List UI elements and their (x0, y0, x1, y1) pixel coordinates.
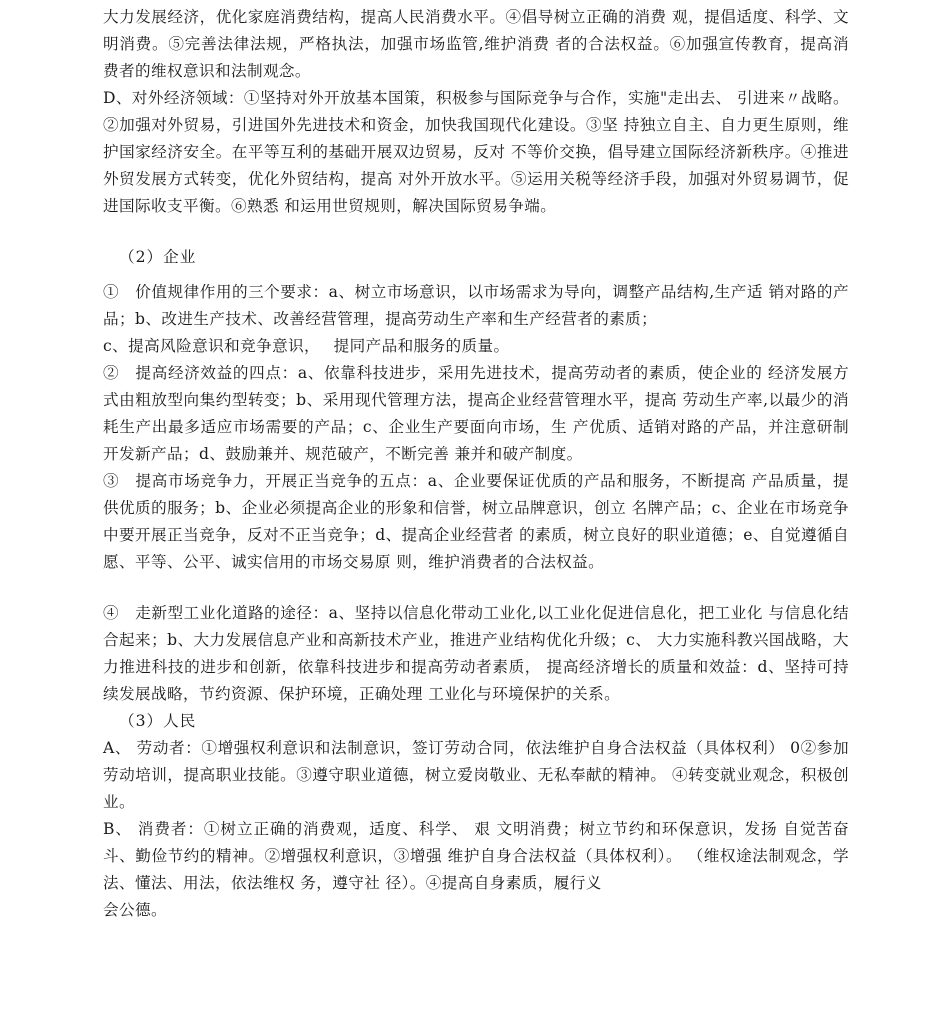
people-heading: （3）人民 (119, 712, 197, 730)
economic-benefit-paragraph: ② 提高经济效益的四点：a、依靠科技进步，采用先进技术，提高劳动者的素质，使企业的 经济发展方式由粗放型向集约型转变；b、采用现代管理方法，提高企业经营管理水平，提高 劳动生产率,以最少的消耗生产出最多适应市场需要的产品；c、企业生产要面向市场，生 产优质、适销对路的产品，并注意研制开发新产品；d、鼓励兼并、规范破产，不断完善 兼并和破产制度。 (103, 364, 849, 463)
consumption-paragraph-tail: 大力发展经济，优化家庭消费结构，提高人民消费水平。④倡导树立正确的消费 观，提倡适度、科学、文明消费。⑤完善法律法规，严格执法，加强市场监管,维护消费 者的合法权益。⑥加强宣传教育，提高消费者的维权意识和法制观念。 (103, 8, 849, 80)
document-page (103, 4, 849, 924)
consumers-paragraph-tail: 会公德。 (103, 901, 167, 919)
value-law-paragraph: ① 价值规律作用的三个要求：a、树立市场意识，以市场需求为导向，调整产品结构,生产适 销对路的产品；b、改进生产技术、改善经营管理，提高劳动生产率和生产经营者的素质； (103, 283, 849, 328)
foreign-economy-paragraph: D、对外经济领域：①坚持对外开放基本国策，积极参与国际竞争与合作，实施"走出去、 引进来〃战略。②加强对外贸易，引进国外先进技术和资金，加快我国现代化建设。③坚 持独立自主、自力更生原则，维护国家经济安全。在平等互利的基础开展双边贸易，反对 不等价交换，倡导建立国际经济新秩序。④推进外贸发展方式转变，优化外贸结构，提高 对外开放水平。⑤运用关税等经济手段，加强对外贸易调节，促进国际收支平衡。⑥熟悉 和运用世贸规则，解决国际贸易争端。 (103, 89, 849, 215)
workers-paragraph: A、 劳动者：①增强权利意识和法制意识，签订劳动合同，依法维护自身合法权益（具体权利） 0②参加劳动培训，提高职业技能。③遵守职业道德，树立爱岗敬业、无私奉献的精神。 ④转变就业观念，积极创业。 (103, 739, 849, 811)
industrialization-paragraph: ④ 走新型工业化道路的途径：a、坚持以信息化带动工业化,以工业化促进信息化，把工业化 与信息化结合起来；b、大力发展信息产业和高新技术产业，推进产业结构优化升级；c、 大力实施科教兴国战略，大力推进科技的进步和创新，依靠科技进步和提高劳动者素质， 提高经济增长的质量和效益：d、坚持可持续发展战略，节约资源、保护环境，正确处理 工业化与环境保护的关系。 (103, 604, 849, 703)
enterprise-heading: （2）企业 (119, 248, 197, 266)
competitiveness-paragraph: ③ 提高市场竞争力，开展正当竞争的五点：a、企业要保证优质的产品和服务，不断提高 产品质量，提供优质的服务；b、企业必须提高企业的形象和信誉，树立品牌意识，创立 名牌产品；c、企业在市场竞争中要开展正当竞争，反对不正当竞争；d、提高企业经营者 的素质，树立良好的职业道德；e、自觉遵循自愿、平等、公平、诚实信用的市场交易原 则，维护消费者的合法权益。 (103, 472, 849, 571)
consumers-paragraph: B、 消费者：①树立正确的消费观，适度、科学、 艰 文明消费；树立节约和环保意识，发扬 自觉苦奋斗、勤俭节约的精神。②增强权利意识，③增强 维护自身合法权益（具体权利）。 （维权途法制观念，学法、懂法、用法，依法维权 务，遵守社 径）。④提高自身素质，履行义 (103, 820, 849, 892)
value-law-item-c: c、提高风险意识和竞争意识， 提同产品和服务的质量。 (103, 337, 510, 355)
